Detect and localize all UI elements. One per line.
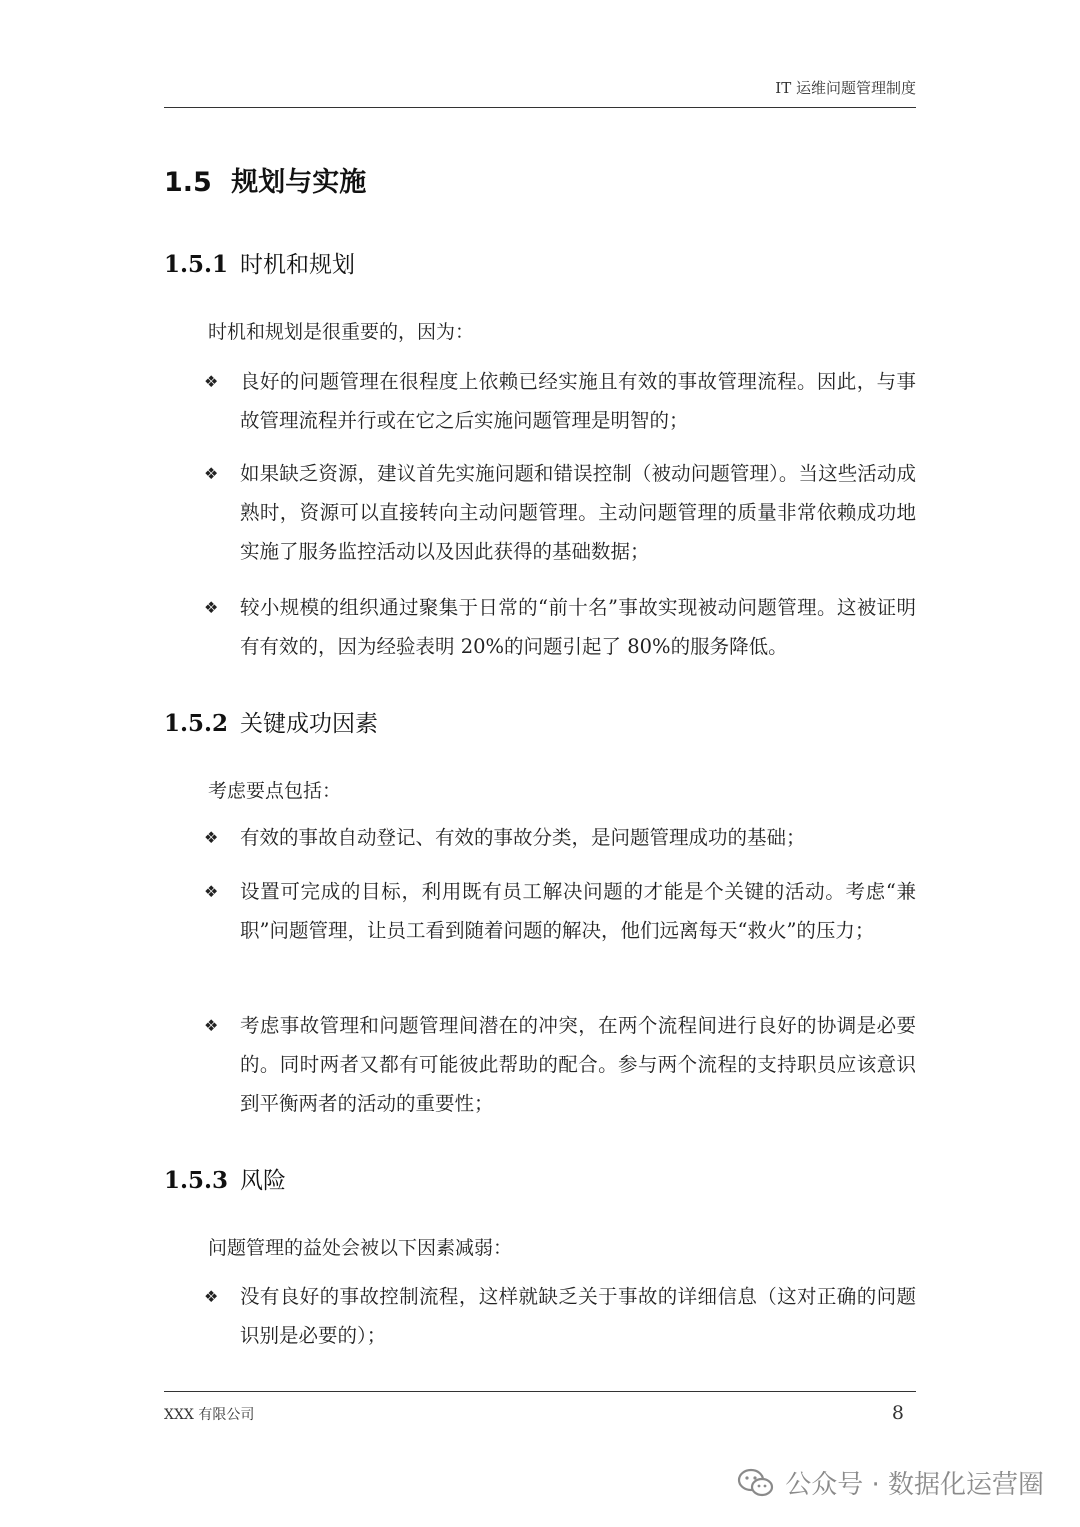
list-item-text: 良好的问题管理在很程度上依赖已经实施且有效的事故管理流程。因此，与事故管理流程并行或在它之后实施问题管理是明智的； bbox=[240, 370, 916, 432]
list-item bbox=[204, 362, 916, 440]
diamond-bullet-icon: ❖ bbox=[204, 372, 219, 391]
page-header-title: IT 运维问题管理制度 bbox=[775, 79, 916, 97]
subsection-number: 1.5.1 bbox=[164, 251, 229, 278]
subsection-heading-1 bbox=[164, 246, 355, 279]
footer-company: XXX 有限公司 bbox=[164, 1407, 255, 1423]
list-item bbox=[204, 872, 916, 950]
list-item bbox=[204, 588, 916, 666]
subsection-heading-2 bbox=[164, 705, 378, 738]
list-item bbox=[204, 1277, 916, 1355]
subsection-number: 1.5.3 bbox=[164, 1167, 229, 1194]
page-number: 8 bbox=[891, 1402, 904, 1424]
diamond-bullet-icon: ❖ bbox=[204, 464, 219, 483]
watermark-text: 公众号 · 数据化运营圈 bbox=[785, 1470, 1044, 1500]
section-heading bbox=[164, 160, 366, 199]
paragraph: 问题管理的益处会被以下因素减弱： bbox=[208, 1237, 513, 1259]
diamond-bullet-icon: ❖ bbox=[204, 1287, 219, 1306]
list-item bbox=[204, 818, 916, 857]
paragraph: 考虑要点包括： bbox=[208, 780, 342, 802]
header-rule bbox=[164, 107, 916, 108]
subsection-title: 风险 bbox=[240, 1168, 287, 1194]
diamond-bullet-icon: ❖ bbox=[204, 1016, 219, 1035]
list-item-text: 如果缺乏资源，建议首先实施问题和错误控制（被动问题管理）。当这些活动成熟时，资源可以直接转向主动问题管理。主动问题管理的质量非常依赖成功地实施了服务监控活动以及因此获得的基础数据； bbox=[240, 462, 916, 563]
subsection-number: 1.5.2 bbox=[164, 710, 229, 737]
section-title: 规划与实施 bbox=[231, 167, 367, 198]
list-item-text: 没有良好的事故控制流程，这样就缺乏关于事故的详细信息（这对正确的问题识别是必要的）； bbox=[240, 1285, 916, 1347]
list-item-text: 有效的事故自动登记、有效的事故分类，是问题管理成功的基础； bbox=[240, 826, 806, 849]
diamond-bullet-icon: ❖ bbox=[204, 882, 219, 901]
list-item-text: 考虑事故管理和问题管理间潜在的冲突，在两个流程间进行良好的协调是必要的。同时两者又都有可能彼此帮助的配合。参与两个流程的支持职员应该意识到平衡两者的活动的重要性； bbox=[240, 1014, 916, 1115]
list-item bbox=[204, 454, 916, 571]
subsection-heading-3 bbox=[164, 1162, 286, 1195]
subsection-title: 关键成功因素 bbox=[240, 711, 379, 737]
watermark bbox=[737, 1464, 1044, 1501]
subsection-title: 时机和规划 bbox=[240, 252, 356, 278]
wechat-icon bbox=[737, 1468, 775, 1498]
list-item bbox=[204, 1006, 916, 1123]
diamond-bullet-icon: ❖ bbox=[204, 598, 219, 617]
list-item-text: 较小规模的组织通过聚集于日常的“前十名”事故实现被动问题管理。这被证明有有效的，因为经验表明 20%的问题引起了 80%的服务降低。 bbox=[240, 596, 916, 658]
list-item-text: 设置可完成的目标，利用既有员工解决问题的才能是个关键的活动。考虑“兼职”问题管理，让员工看到随着问题的解决，他们远离每天“救火”的压力； bbox=[240, 880, 916, 942]
footer-rule bbox=[164, 1391, 916, 1392]
diamond-bullet-icon: ❖ bbox=[204, 828, 219, 847]
section-number: 1.5 bbox=[164, 167, 212, 198]
paragraph: 时机和规划是很重要的，因为： bbox=[208, 321, 475, 343]
